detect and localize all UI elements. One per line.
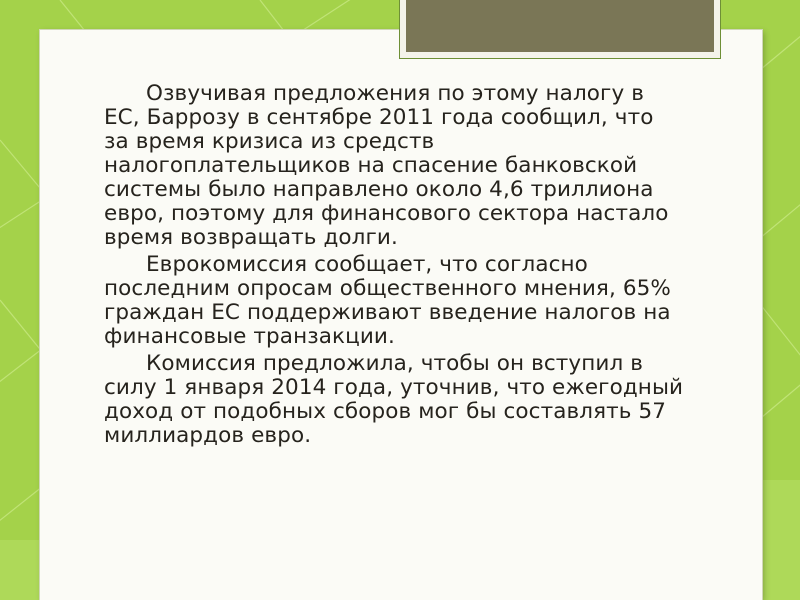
paragraph: Комиссия предложила, чтобы он вступил в силу 1 января 2014 года, уточнив, что ежегодный доход от подобных сборов мог бы составлять 57 миллиардов евро.	[104, 351, 684, 448]
title-box	[400, 0, 720, 58]
body-text	[104, 82, 684, 451]
paragraph: Еврокомиссия сообщает, что согласно последним опросам общественного мнения, 65% граждан ЕС поддерживают введение налогов на финансовые транзакции.	[104, 252, 671, 349]
paragraph: Озвучивая предложения по этому налогу в ЕС, Баррозу в сентябре 2011 года сообщил, что за время кризиса из средств налогоплательщиков на спасение банковской системы было направлено около 4,6 триллиона евро, поэтому для финансового сектора настало время возвращать долги.	[104, 81, 669, 250]
